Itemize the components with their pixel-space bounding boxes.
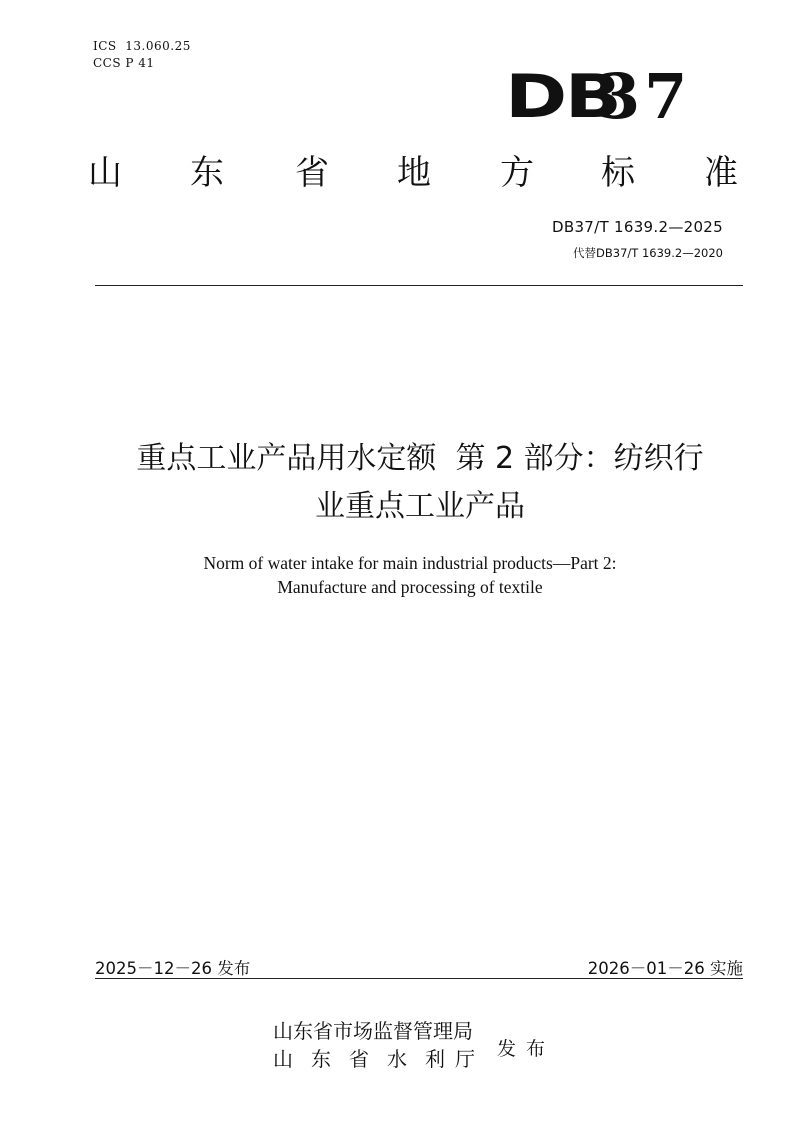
issuing-agency-water-resources [273, 1046, 473, 1074]
publish-label: 发布 [497, 1038, 556, 1060]
logo-number: 37 [597, 60, 692, 133]
agency-char: 厅 [455, 1047, 475, 1071]
issuing-agency-market-regulation: 山东省市场监督管理局 [273, 1019, 473, 1043]
bottom-divider [95, 978, 743, 979]
english-title [100, 551, 720, 599]
logo-letters: DB [505, 62, 620, 132]
issue-date: 2025－12－26 发布 [95, 959, 251, 978]
chinese-title [60, 435, 780, 531]
agency-char: 水 [387, 1047, 407, 1071]
agency-char: 省 [349, 1047, 369, 1071]
agency-char: 山 [273, 1047, 293, 1071]
standard-type-char: 地 [397, 153, 431, 193]
classification-codes [93, 38, 191, 72]
replaces-note: 代替DB37/T 1639.2—2020 [573, 246, 723, 260]
chinese-title-line: 业重点工业产品 [315, 489, 525, 524]
agency-char: 东 [311, 1047, 331, 1071]
top-divider [95, 285, 743, 286]
standard-type-char: 东 [190, 153, 224, 193]
db37-logo [505, 62, 690, 132]
standard-type-char: 省 [295, 153, 329, 193]
standard-type-char: 标 [601, 153, 635, 193]
chinese-title-line: 重点工业产品用水定额 第 2 部分：纺织行 [136, 441, 704, 476]
standard-type-char: 山 [88, 153, 122, 193]
implementation-date: 2026－01－26 实施 [587, 959, 743, 978]
standard-number: DB37/T 1639.2—2025 [552, 218, 723, 236]
ics-code: ICS 13.060.25 [93, 39, 191, 53]
ccs-code: CCS P 41 [93, 56, 155, 70]
standard-type-char: 准 [704, 153, 738, 193]
english-title-line: Norm of water intake for main industrial products—Part 2: [203, 553, 617, 573]
standard-type-title [88, 150, 748, 200]
english-title-line: Manufacture and processing of textile [277, 577, 543, 597]
agency-char: 利 [425, 1047, 445, 1071]
standard-type-char: 方 [500, 153, 534, 193]
